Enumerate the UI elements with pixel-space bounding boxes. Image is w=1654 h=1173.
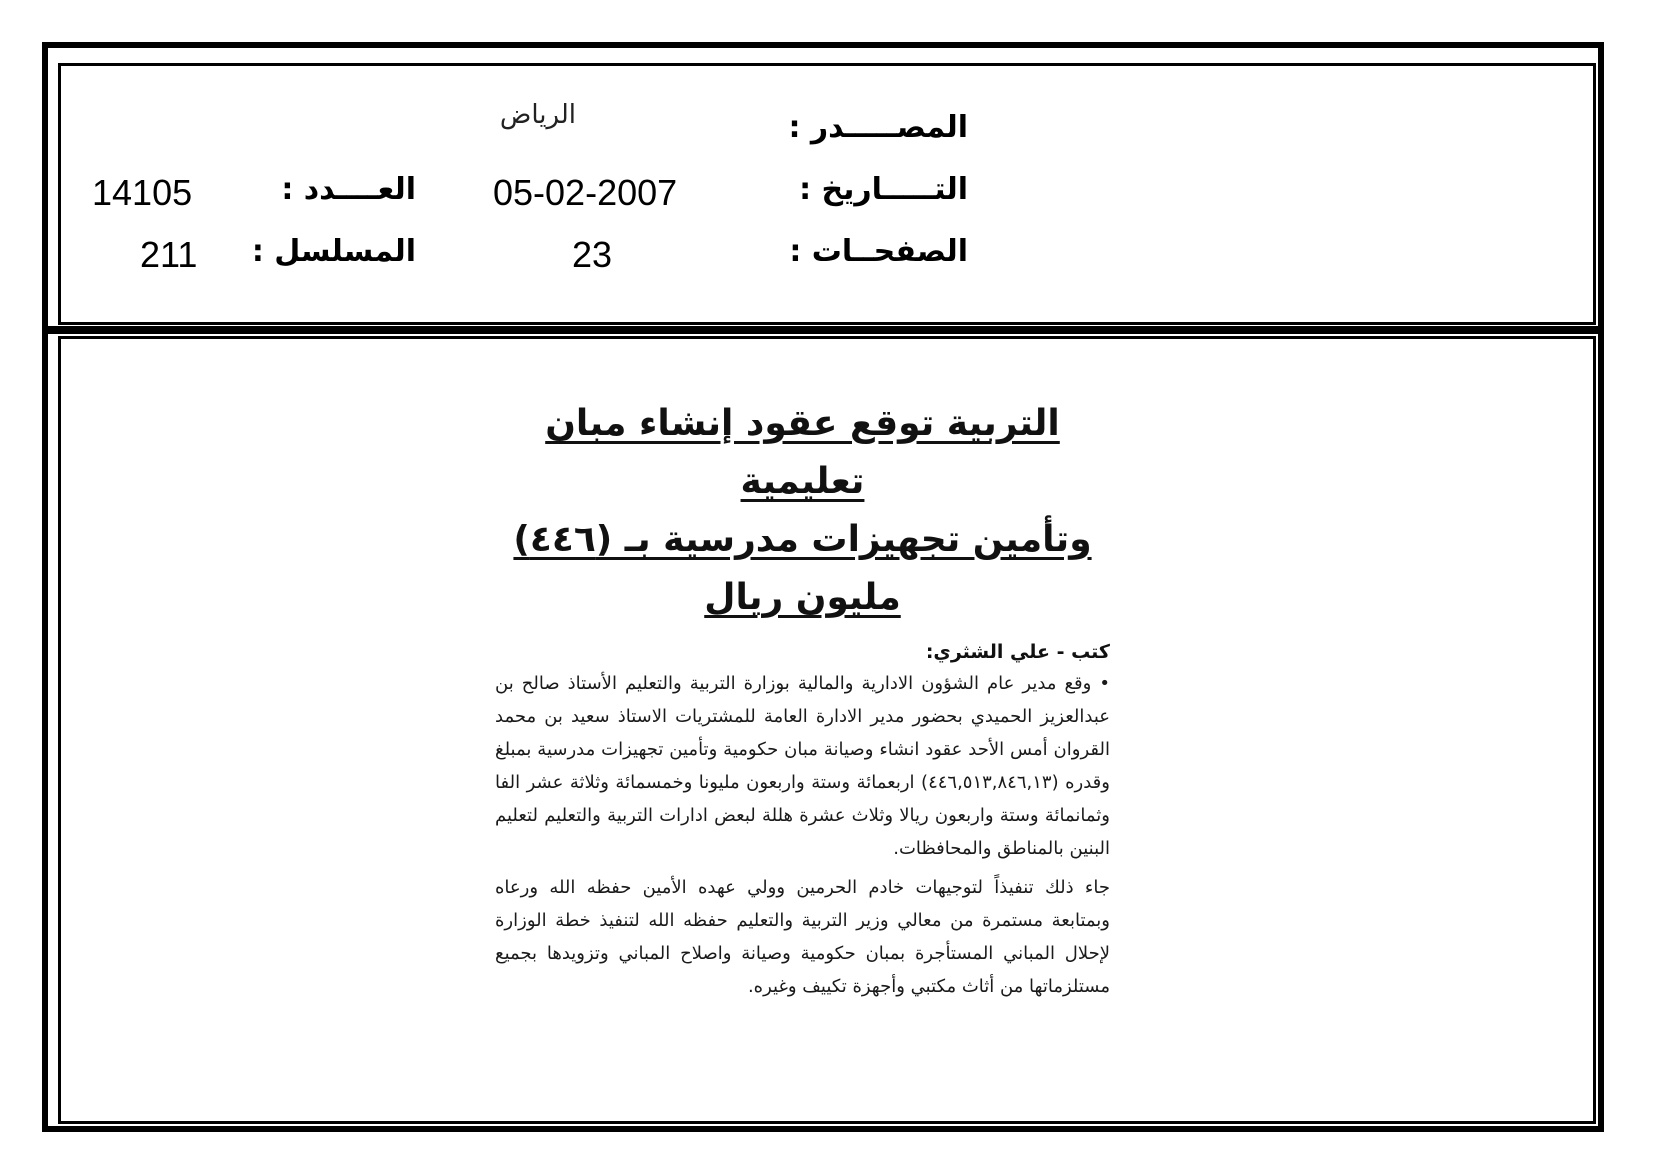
source-label: المصـــــدر :: [788, 110, 968, 145]
headline-line-2: وتأمين تجهيزات مدرسية بـ (٤٤٦) مليون ريال: [513, 519, 1092, 618]
source-value: الرياض: [499, 100, 576, 130]
date-value: 05-02-2007: [493, 172, 678, 213]
serial-value: 211: [140, 234, 198, 275]
date-label: التـــــاريخ :: [799, 172, 968, 207]
pages-value: 23: [572, 234, 613, 275]
article-paragraph-1: • وقع مدير عام الشؤون الادارية والمالية بوزارة التربية والتعليم الأستاذ صالح بن عبدالعزيز الحميدي بحضور مدير الادارة العامة للمشتريات الاستاذ سعيد بن محمد القروان أمس الأحد عقود انشاء وصيانة مبان حكومية وتأمين تجهيزات مدرسية بمبلغ وقدره (٤٤٦,٥١٣,٨٤٦,١٣) اربعمائة وستة واربعون مليونا وخمسمائة وثلاثة عشر الفا وثمانمائة وستة واربعون ريالا وثلاث عشرة هللة لبعض ادارات التربية والتعليم لتعليم البنين بالمناطق والمحافظات.: [495, 673, 1110, 859]
news-clipping: [495, 395, 1110, 1003]
issue-value: 14105: [92, 172, 193, 213]
article-paragraph-2: جاء ذلك تنفيذاً لتوجيهات خادم الحرمين وولي عهده الأمين حفظه الله ورعاه وبمتابعة مستمرة من معالي وزير التربية والتعليم حفظه الله لتنفيذ خطة الوزارة لإحلال المباني المستأجرة بمبان حكومية وصيانة واصلاح المباني وتزويدها بجميع مستلزماتها من أثاث مكتبي وأجهزة تكييف وغيره.: [495, 877, 1110, 997]
issue-label: العــــدد :: [281, 172, 416, 207]
serial-label: المسلسل :: [251, 234, 416, 269]
byline: كتب - علي الشثري:: [925, 641, 1110, 663]
headline-line-1: التربية توقع عقود إنشاء مبان تعليمية: [545, 403, 1060, 502]
header-divider: [48, 326, 1598, 334]
pages-label: الصفحــات :: [789, 234, 968, 269]
